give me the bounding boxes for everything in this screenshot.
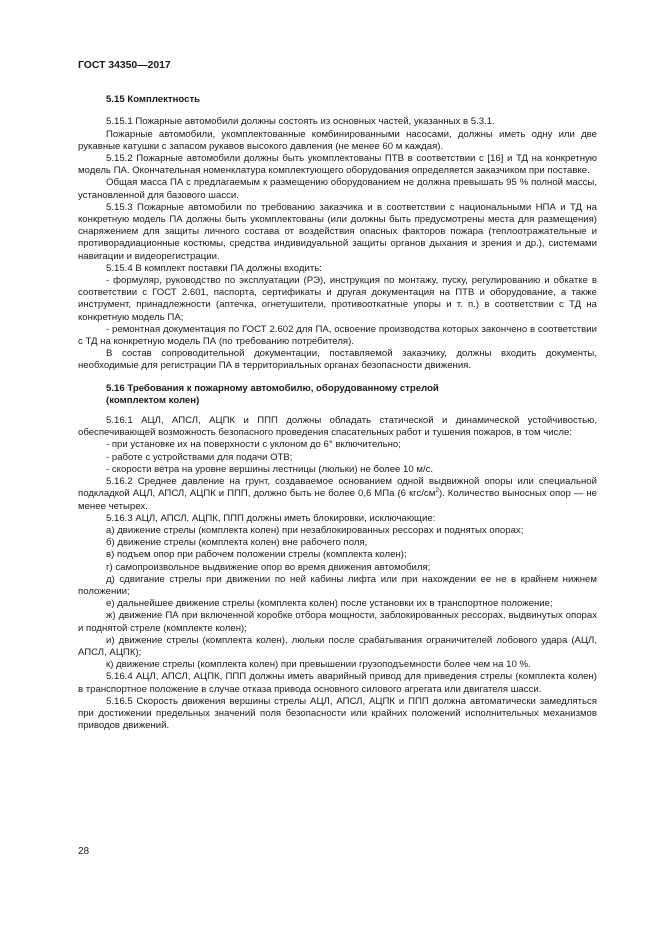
list-item: - формуляр, руководство по эксплуатации (РЭ), инструкция по монтажу, пуску, регулированию и обкатке в соответствии с ГОСТ 2.601, паспорта, сертификаты и другая документация на ПТВ и оборудование, а также инструмент, принадлежности (аптечка, огнетушители, противооткатные упоры и т. п.) в соответствии с ТД на конкретную модель ПА;: [78, 275, 597, 323]
page-number: 28: [78, 846, 90, 857]
list-item: и) движение стрелы (комплекта колен), люльки после срабатывания ограничителей лобового удара (АЦЛ, АПСЛ, АЦПК);: [78, 634, 597, 658]
paragraph: 5.15.2 Пожарные автомобили должны быть укомплектованы ПТВ в соответствии с [16] и ТД на конкретную модель ПА. Окончательная номенклатура комплектующего оборудования определяется заказчиком при поставке.: [78, 153, 597, 177]
list-item: - при установке их на поверхности с уклоном до 6° включительно;: [106, 439, 401, 451]
paragraph-text: 5.16.2 Среднее давление на грунт, создаваемое основанием одной выдвижной опоры или специальной подкладкой АЦЛ, АПСЛ, АЦПК и ППП, должно быть не более 0,6 МПа (6 кгс/см: [78, 476, 597, 500]
section-title-5-15: 5.15 Комплектность: [106, 94, 201, 106]
section-title-5-16: [106, 383, 597, 407]
paragraph: 5.16.4 АЦЛ, АПСЛ, АЦПК, ППП должны иметь аварийный привод для приведения стрелы (комплекта колен) в транспортное положение в случае отказа привода основного силового агрегата или двигателя шасси.: [78, 671, 597, 695]
list-item: а) движение стрелы (комплекта колен) при незаблокированных рессорах и поднятых опорах;: [106, 524, 524, 536]
paragraph: 5.16.5 Скорость движения вершины стрелы АЦЛ, АПСЛ, АЦПК и ППП должна автоматически замедляться при достижении предельных значений поля безопасности или крайних положений исполнительных механизмов приводов движений.: [78, 695, 597, 732]
list-item: - скорости ветра на уровне вершины лестницы (люльки) не более 10 м/с.: [106, 463, 434, 475]
paragraph: 5.15.3 Пожарные автомобили по требованию заказчика и в соответствии с национальными НПА и ТД на конкретную модель ПА должны быть укомплектованы (или должны быть предусмотрены места для размещения) снаряжением для защиты личного состава от воздействия опасных факторов пожара (теплоотражательные и противорадиационные костюмы, средства индивидуальной защиты органов дыхания и зрения и др.), системами навигации и видеорегистрации.: [78, 201, 597, 262]
paragraph: [78, 476, 597, 513]
section-title-line1: 5.16 Требования к пожарному автомобилю, оборудованному стрелой: [106, 382, 439, 394]
list-item: - ремонтная документация по ГОСТ 2.602 для ПА, освоение производства которых закончено в соответствии с ТД на конкретную модель ПА (по требованию потребителя).: [78, 323, 597, 348]
paragraph-text: ). Количество выносных опор — не менее четырех.: [78, 488, 597, 512]
list-item: г) самопроизвольное выдвижение опор во время движения автомобиля;: [106, 561, 431, 573]
list-item: ж) движение ПА при включенной коробке отбора мощности, заблокированных рессорах, выдвинутых опорах и поднятой стреле (комплекте колен);: [78, 610, 597, 634]
paragraph: Общая масса ПА с предлагаемым к размещению оборудованием не должна превышать 95 % полной массы, установленной для базового шасси.: [78, 177, 597, 201]
document-header: ГОСТ 34350—2017: [78, 60, 171, 71]
paragraph: 5.15.1 Пожарные автомобили должны состоять из основных частей, указанных в 5.3.1.: [106, 116, 495, 128]
list-item: б) движение стрелы (комплекта колен) вне рабочего поля,: [106, 537, 368, 549]
list-item: е) дальнейшее движение стрелы (комплекта колен) после установки их в транспортное положение;: [106, 598, 553, 610]
list-item: в) подъем опор при рабочем положении стрелы (комплекта колен);: [106, 549, 407, 561]
paragraph: В состав сопроводительной документации, поставляемой заказчику, должны входить документы, необходимые для регистрации ПА в территориальных органах безопасности движения.: [78, 348, 597, 372]
list-item: к) движение стрелы (комплекта колен) при превышении грузоподъемности более чем на 10 %.: [106, 659, 531, 671]
list-item: - работе с устройствами для подачи ОТВ;: [106, 451, 293, 463]
list-item: д) сдвигание стрелы при движении по ней кабины лифта или при нахождении ее не в крайнем нижнем положении;: [78, 573, 597, 597]
paragraph: 5.16.3 АЦЛ, АПСЛ, АЦПК, ППП должны иметь блокировки, исключающие:: [106, 512, 436, 524]
paragraph: 5.15.4 В комплект поставки ПА должны входить:: [106, 262, 322, 274]
paragraph: Пожарные автомобили, укомплектованные комбинированными насосами, должны иметь одну или две рукавные катушки с запасом рукавов высокого давления (не менее 60 м каждая).: [78, 128, 597, 152]
superscript: 2: [435, 487, 439, 495]
paragraph: 5.16.1 АЦЛ, АПСЛ, АЦПК и ППП должны обладать статической и динамической устойчивостью, обеспечивающей возможность безопасного проведения спасательных работ и тушения пожаров, в том числе:: [78, 415, 597, 439]
section-title-line2: (комплектом колен): [106, 394, 200, 406]
